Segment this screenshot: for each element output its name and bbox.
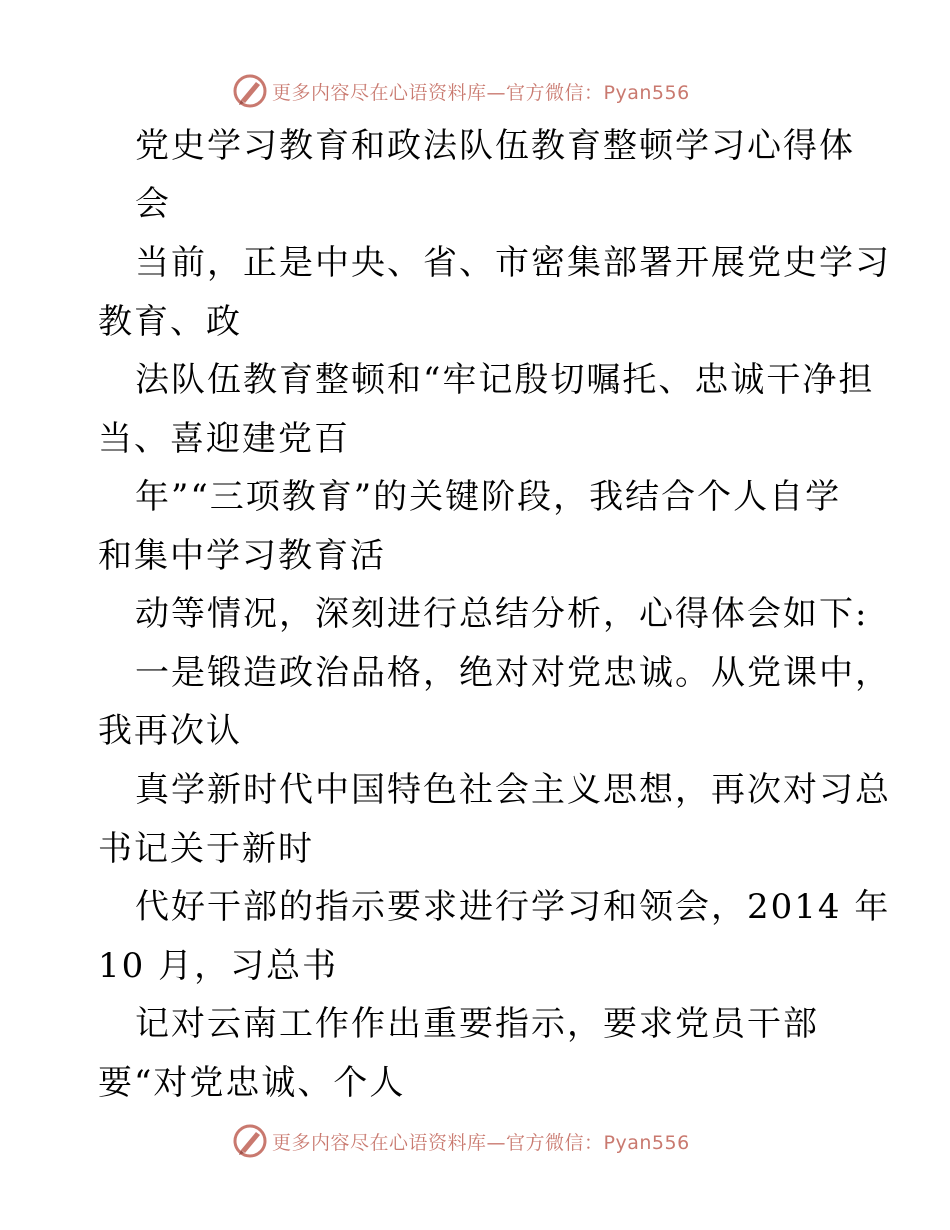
body-line: 动等情况，深刻进行总结分析，心得体会如下: bbox=[135, 594, 869, 634]
title-line-2: 会 bbox=[135, 184, 171, 224]
body-line: 我再次认 bbox=[98, 711, 242, 751]
body-line: 法队伍教育整顿和“牢记殷切嘱托、忠诚干净担 bbox=[135, 360, 875, 400]
body-line: 一是锻造政治品格，绝对对党忠诚。从党课中， bbox=[135, 653, 891, 693]
body-line: 记对云南工作作出重要指示，要求党员干部 bbox=[135, 1004, 819, 1044]
title-line-1: 党史学习教育和政法队伍教育整顿学习心得体 bbox=[135, 126, 855, 166]
body-line: 真学新时代中国特色社会主义思想，再次对习总 bbox=[135, 770, 891, 810]
body-line: 书记关于新时 bbox=[98, 829, 314, 869]
body-line: 当前，正是中央、省、市密集部署开展党史学习 bbox=[135, 243, 891, 283]
watermark-text: 更多内容尽在心语资料库—官方微信：Pyan556 bbox=[272, 1131, 690, 1154]
body-line: 要“对党忠诚、个人 bbox=[98, 1063, 406, 1103]
pen-logo-icon bbox=[232, 73, 268, 109]
body-line: 年”“三项教育”的关键阶段，我结合个人自学 bbox=[135, 477, 842, 517]
body-line: 当、喜迎建党百 bbox=[98, 419, 350, 459]
pen-logo-icon bbox=[232, 1123, 268, 1159]
watermark-text: 更多内容尽在心语资料库—官方微信：Pyan556 bbox=[272, 81, 690, 104]
body-line: 代好干部的指示要求进行学习和领会，2014 年 bbox=[135, 887, 891, 927]
body-line: 10 月，习总书 bbox=[98, 946, 339, 986]
watermark-footer bbox=[232, 1121, 690, 1161]
body-line: 教育、政 bbox=[98, 302, 242, 342]
body-line: 和集中学习教育活 bbox=[98, 536, 386, 576]
watermark-header bbox=[232, 71, 690, 111]
